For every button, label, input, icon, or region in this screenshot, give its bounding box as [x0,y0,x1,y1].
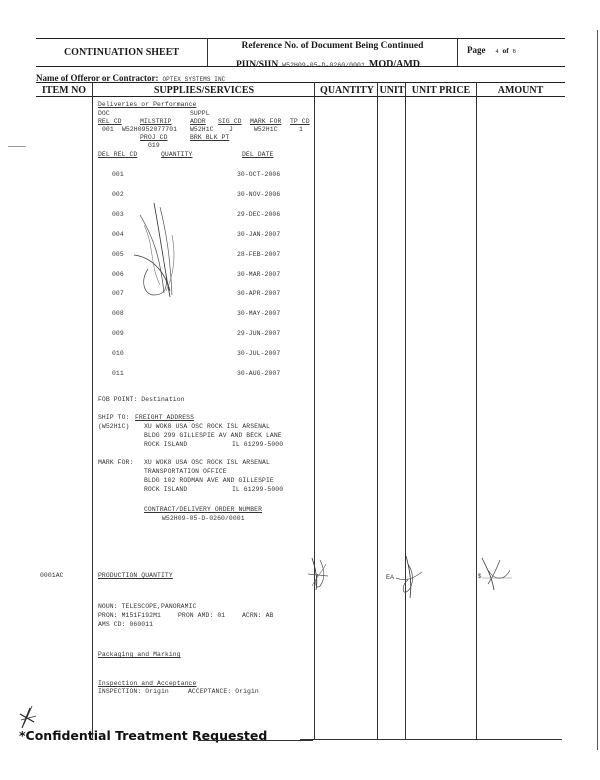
ship-to-state-zip: IL 61299-5000 [232,441,284,448]
inspection-row [98,688,169,695]
schedule-date: 30-MAR-2007 [237,271,281,278]
header-top-border [36,38,565,39]
acrn-label: ACRN: [242,612,262,619]
page-current: 4 [495,49,499,55]
acrn-row [242,612,274,619]
hdr-sig-cd: SIG CD [218,118,242,125]
hdr-mark-for: MARK FOR [250,118,282,125]
schedule-code: 006 [112,271,124,278]
contract-heading: CONTRACT/DELIVERY ORDER NUMBER [144,506,263,513]
schedule-code: 007 [112,290,124,297]
mark-for-city: ROCK ISLAND [144,486,188,493]
schedule-date: 29-JUN-2007 [237,330,281,337]
schedule-date: 28-FEB-2007 [237,251,281,258]
inspection-label: INSPECTION: [98,688,142,695]
inspection-heading: Inspection and Acceptance [98,680,197,687]
acceptance-row [188,688,259,695]
page-of: of [502,46,509,55]
val-sig-cd: J [229,126,233,133]
signature-scribble-schedule [130,195,190,305]
schedule-date: 30-OCT-2006 [237,171,281,178]
pron-amd-row [178,612,225,619]
table-bottom-border [300,739,562,740]
col-amount: AMOUNT [497,85,544,96]
mod-amd-label: MOD/AMD [368,59,420,70]
sched-hdr-quantity [161,151,192,158]
suppl-label: SUPPL [190,110,210,117]
pron-label: PRON: [98,612,118,619]
schedule-code: 010 [112,350,124,357]
ship-to-city: ROCK ISLAND [144,441,188,448]
divider-price-amount [476,82,477,740]
noun-row [98,603,196,610]
schedule-date: 30-NOV-2006 [237,191,281,198]
schedule-code: 005 [112,251,124,258]
mark-for-label: MARK FOR: [98,459,134,466]
ship-to-line-2: BLDG 299 GILLESPIE AV AND BECK LANE [144,432,282,439]
brk-blk-label: BRK BLK PT [190,134,230,141]
page-label: Page [467,45,486,55]
pron-amd-label: PRON AMD: [178,612,214,619]
deliveries-heading: Deliveries or Performance [98,101,197,108]
mark-for-line-1: XU WOK8 USA OSC ROCK ISL ARSENAL [144,459,270,466]
unit-value: EA [386,575,395,581]
acrn-value: AB [265,612,274,619]
acceptance-label: ACCEPTANCE: [188,688,232,695]
val-mark-for: W52H1C [254,126,278,133]
packaging-heading: Packaging and Marking [98,651,181,658]
asterisk-mark-icon [18,704,38,730]
piin-label: PIIN/SIIN [236,60,279,70]
divider-unit-price [405,82,406,740]
page-indicator [467,40,516,58]
proj-cd-value: G19 [148,142,160,149]
signature-scribble-unit [396,554,424,600]
confidential-notice: *Confidential Treatment Requested [19,728,268,743]
schedule-date: 30-AUG-2007 [237,370,281,377]
page-right-edge [597,30,598,750]
mark-for-state-zip: IL 61299-5000 [232,486,284,493]
col-quantity: QUANTITY [320,85,374,96]
ship-to-label: SHIP TO: [98,414,130,421]
fob-label: FOB POINT: [98,396,138,403]
schedule-code: 002 [112,191,124,198]
ams-row [98,621,153,628]
sched-hdr-del-rel-cd: DEL REL CD [98,151,138,158]
reference-label: Reference No. of Document Being Continued [241,41,424,51]
divider-item-supplies [92,82,93,738]
offeror-row [36,68,225,86]
sched-hdr-quantity-text: QUANTITY [161,151,193,158]
signature-scribble-amount [478,556,512,594]
schedule-code: 004 [112,231,124,238]
schedule-date: 29-DEC-2006 [237,211,281,218]
divider-quantity-unit [377,82,378,740]
page-total: 8 [512,49,516,55]
hdr-addr: ADDR [190,118,206,125]
divider-supplies-quantity [314,82,315,740]
ams-label: AMS CD: [98,621,126,628]
schedule-code: 008 [112,310,124,317]
pron-value: M151F192M1 [121,612,161,619]
ship-to-heading: FREIGHT ADDRESS [135,414,195,421]
ams-value: 060011 [129,621,154,628]
val-milstrip: W52H0952077701 [122,126,178,133]
proj-cd-label: PROJ CD [140,134,168,141]
schedule-date: 30-APR-2007 [237,290,281,297]
fob-value: Destination [141,396,185,403]
schedule-code: 009 [112,330,124,337]
mark-for-line-2: TRANSPORTATION OFFICE [144,468,227,475]
item-number: 0001AC [40,572,64,579]
offeror-label: Name of Offeror or Contractor: [36,73,159,83]
val-addr: W52H1C [190,126,214,133]
contract-number: W52H09-05-D-0260/0001 [162,515,245,522]
columns-top-border [36,82,565,83]
piin-value: W52H09-05-D-0260/0001 [282,62,365,69]
acceptance-value: Origin [235,688,259,695]
mark-for-line-3: BLDG 102 RODMAN AVE AND GILLESPIE [144,477,274,484]
doc-label: DOC [98,110,110,117]
fob-point [98,396,185,403]
val-tp-cd: 1 [299,126,303,133]
schedule-code: 011 [112,370,124,377]
header-divider-2 [457,38,458,66]
col-unit-price: UNIT PRICE [411,85,471,96]
pron-amd-value: 01 [217,612,226,619]
schedule-date: 30-JAN-2007 [237,231,281,238]
val-rel-cd: 001 [102,126,114,133]
noun-value: TELESCOPE,PANORAMIC [121,603,197,610]
hdr-tp-cd: TP CD [290,118,310,125]
col-supplies-services: SUPPLIES/SERVICES [153,85,255,96]
schedule-code: 003 [112,211,124,218]
hdr-milstrip: MILSTRIP [140,118,172,125]
signature-scribble-quantity [306,556,330,592]
offeror-value: OPTEX SYSTEMS INC [162,76,226,83]
col-item-no: ITEM NO [41,85,87,96]
columns-bottom-border [36,96,565,97]
ship-to-line-1: XU WOK8 USA OSC ROCK ISL ARSENAL [144,423,270,430]
schedule-date: 30-MAY-2007 [237,310,281,317]
item-title: PRODUCTION QUANTITY [98,572,173,579]
piin-row [236,54,420,72]
margin-mark [8,146,26,147]
price-prefix: $ [478,574,482,580]
sched-hdr-del-date: DEL DATE [242,151,274,158]
schedule-code: 001 [112,171,124,178]
pron-row [98,612,161,619]
ship-to-code: (W52H1C) [98,423,130,430]
sheet-title: CONTINUATION SHEET [63,47,180,58]
hdr-rel-cd: REL CD [98,118,122,125]
schedule-date: 30-JUL-2007 [237,350,281,357]
noun-label: NOUN: [98,603,118,610]
confidential-rule [198,740,313,741]
col-unit: UNIT [379,85,405,96]
inspection-value: Origin [145,688,169,695]
